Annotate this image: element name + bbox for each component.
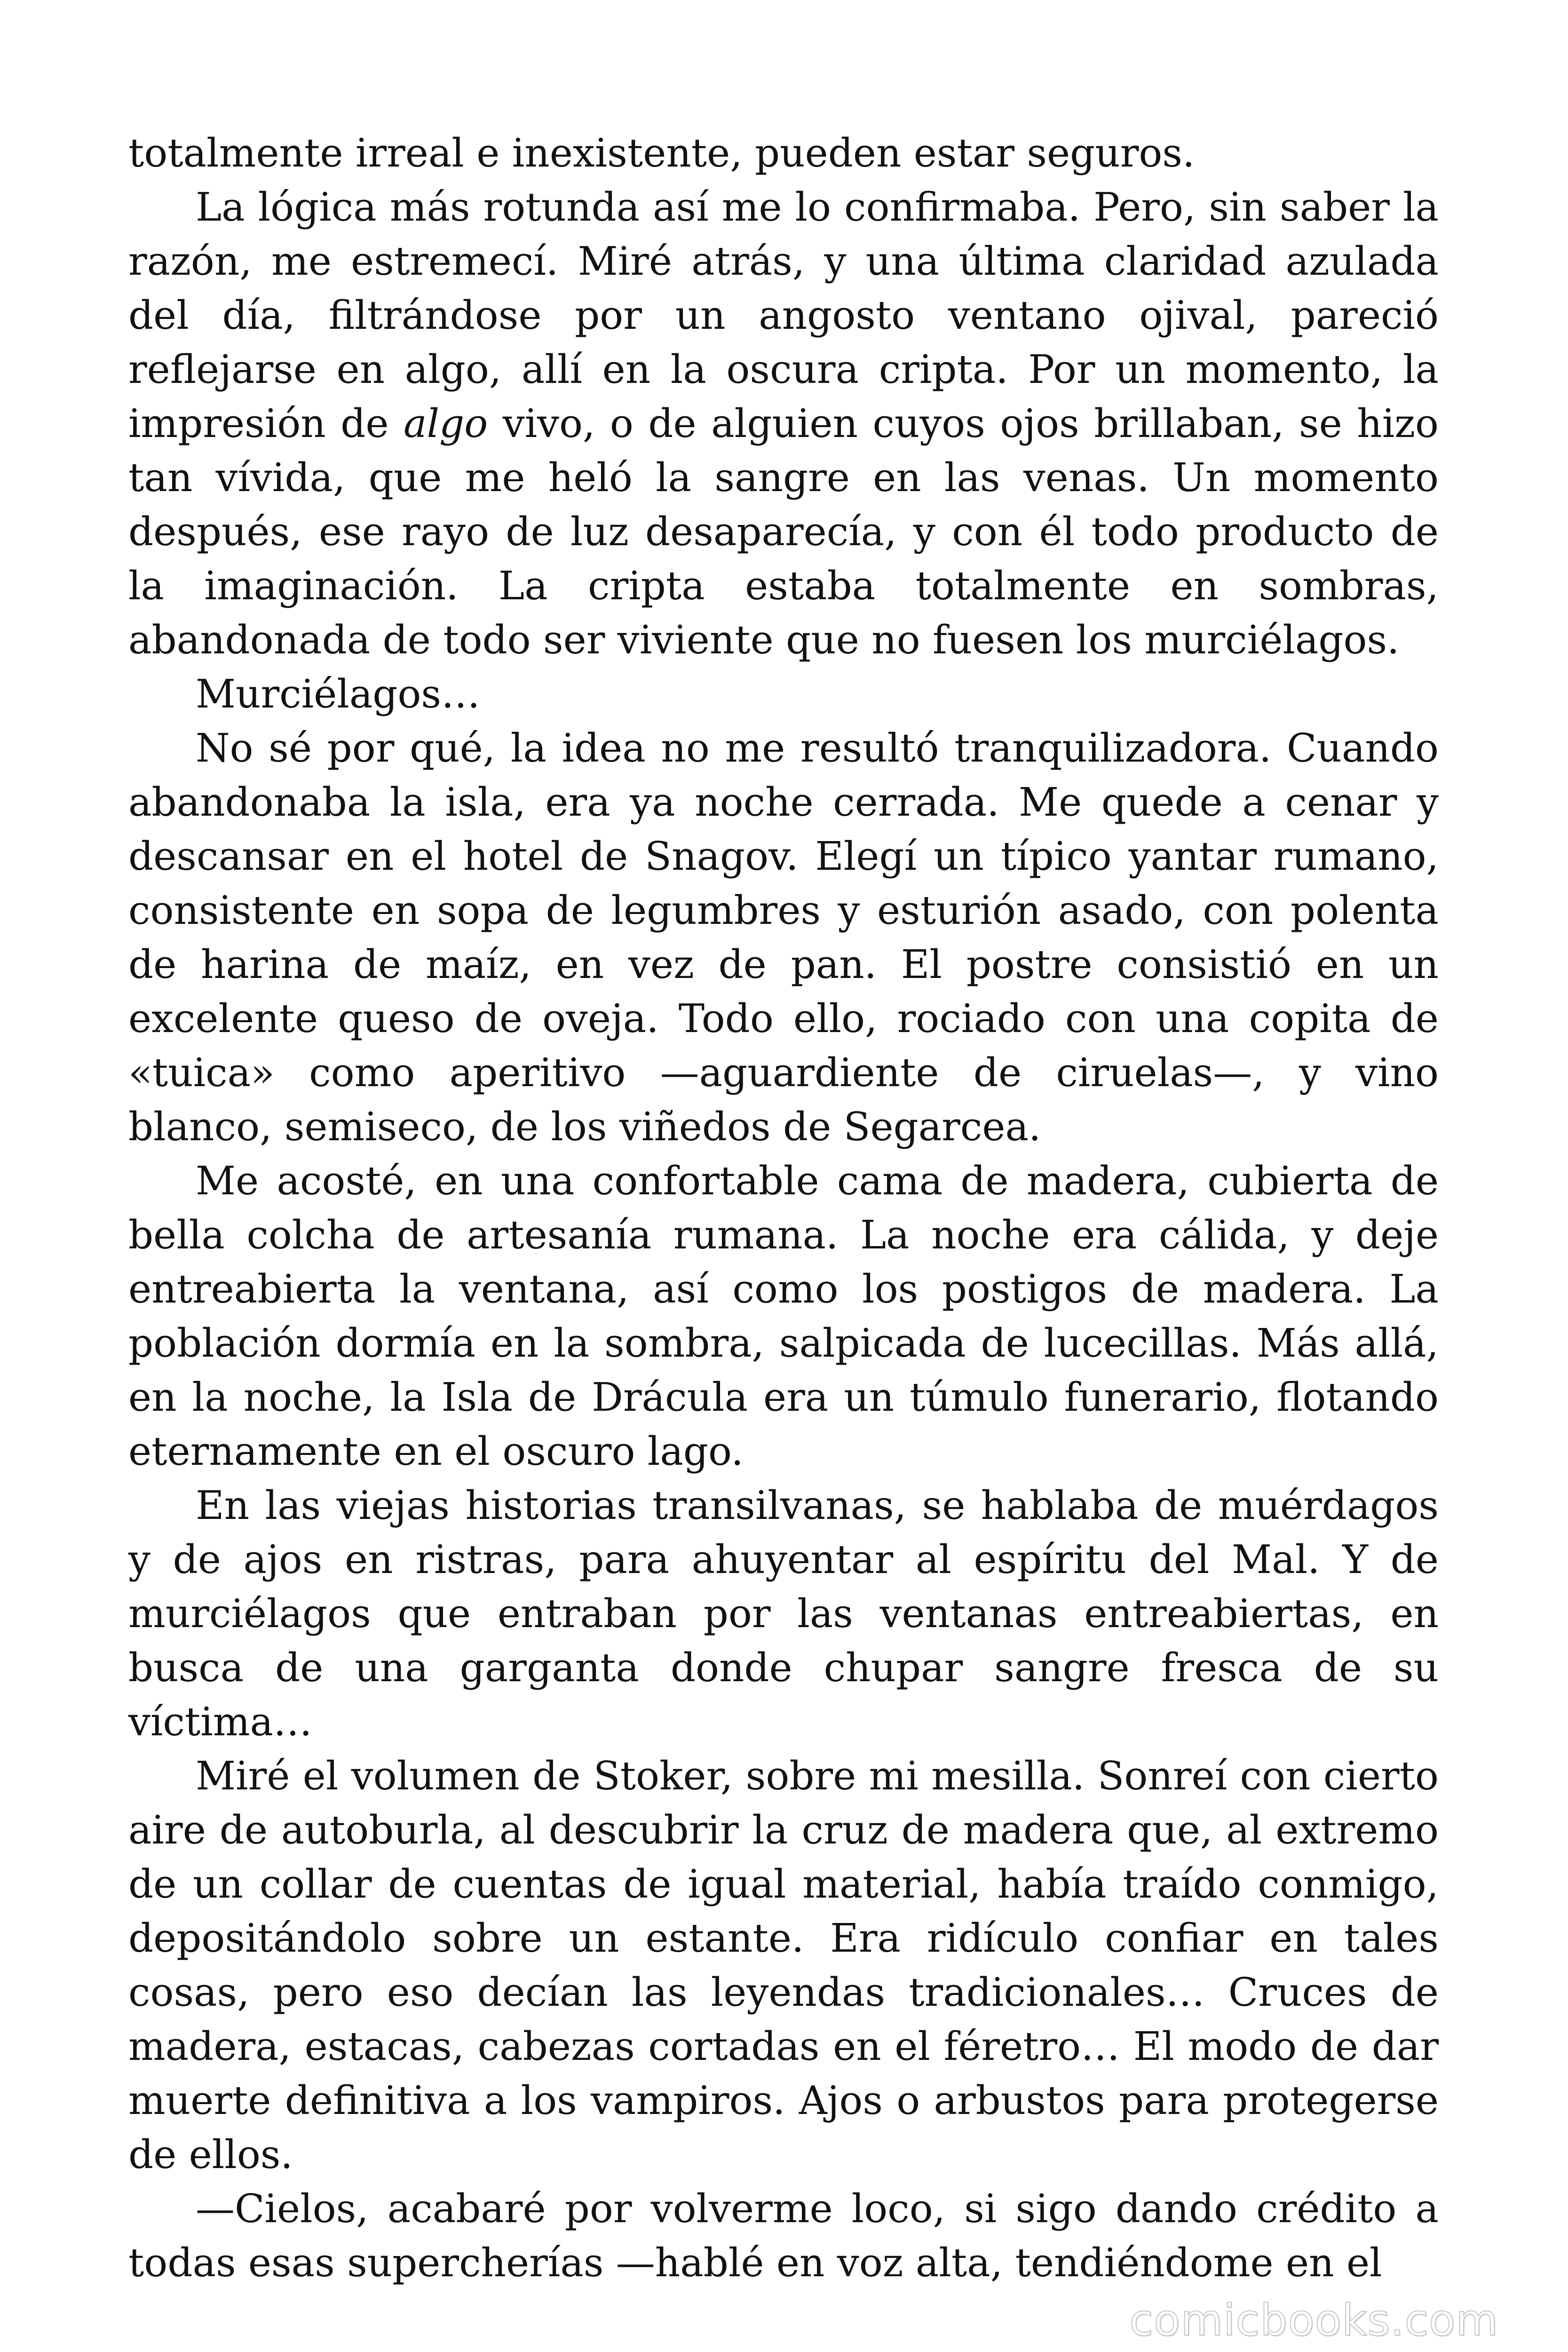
- paragraph-4: No sé por qué, la idea no me resultó tranquilizadora. Cuando abandonaba la isla, era ya noche cerrada. Me quede a cenar y descansar en el hotel de Snagov. Elegí un típico yantar rumano, consistente en sopa de legumbres y esturión asado, con polenta de harina de maíz, en vez de pan. El postre consistió en un excelente queso de oveja. Todo ello, rociado con una copita de «tuica» como aperitivo —aguardiente de ciruelas—, y vino blanco, semiseco, de los viñedos de Segarcea.: [128, 725, 1439, 1150]
- paragraph-1: totalmente irreal e inexistente, pueden estar seguros.: [128, 130, 1195, 176]
- paragraph-6: En las viejas historias transilvanas, se hablaba de muérdagos y de ajos en ristras, para ahuyentar al espíritu del Mal. Y de murciélagos que entraban por las ventanas entreabiertas, en busca de una garganta donde chupar sangre fresca de su víctima…: [128, 1483, 1439, 1745]
- watermark-text: comicbooks.com: [1129, 2295, 1498, 2345]
- paragraph-2: [128, 180, 1439, 667]
- paragraph-7: Miré el volumen de Stoker, sobre mi mesilla. Sonreí con cierto aire de autoburla, al descubrir la cruz de madera que, al extremo de un collar de cuentas de igual material, había traído conmigo, depositándolo sobre un estante. Era ridículo confiar en tales cosas, pero eso decían las leyendas tradicionales… Cruces de madera, estacas, cabezas cortadas en el féretro… El modo de dar muerte definitiva a los vampiros. Ajos o arbustos para protegerse de ellos.: [128, 1753, 1439, 2177]
- paragraph-2-start: La lógica más rotunda así me lo confirmaba. Pero, sin saber la razón, me estremecí. Miré atrás, y una última claridad azulada del día, filtrándose por un angosto ventano ojival, pareció reflejarse en algo, allí en la oscura cripta. Por un momento, la impresión de: [128, 184, 1439, 446]
- paragraph-3: Murciélagos…: [196, 671, 480, 717]
- book-page-text: [128, 126, 1439, 2286]
- italic-word: algo: [404, 401, 488, 446]
- paragraph-8: —Cielos, acabaré por volverme loco, si sigo dando crédito a todas esas supercherías —hablé en voz alta, tendiéndome en el: [128, 2186, 1439, 2286]
- paragraph-5: Me acosté, en una confortable cama de madera, cubierta de bella colcha de artesanía rumana. La noche era cálida, y deje entreabierta la ventana, así como los postigos de madera. La población dormía en la sombra, salpicada de lucecillas. Más allá, en la noche, la Isla de Drácula era un túmulo funerario, flotando eternamente en el oscuro lago.: [128, 1158, 1439, 1474]
- paragraph-2-end: vivo, o de alguien cuyos ojos brillaban, se hizo tan vívida, que me heló la sangre en las venas. Un momento después, ese rayo de luz desaparecía, y con él todo producto de la imaginación. La cripta estaba totalmente en sombras, abandonada de todo ser viviente que no fuesen los murciélagos.: [128, 401, 1439, 663]
